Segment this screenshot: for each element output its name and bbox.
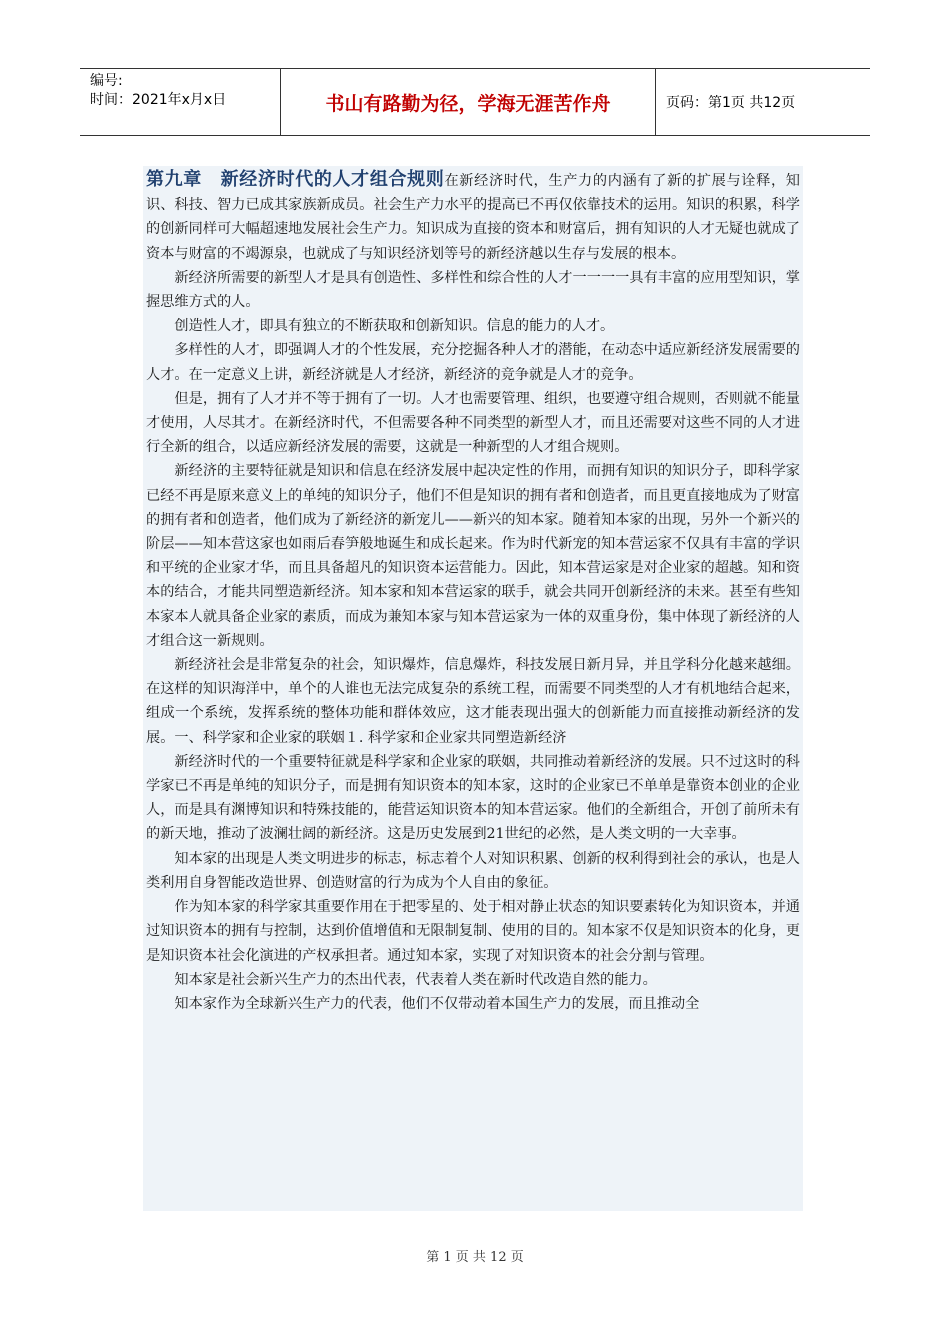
paragraph: 多样性的人才，即强调人才的个性发展，充分挖掘各种人才的潜能，在动态中适应新经济发展需要的人才。在一定意义上讲，新经济就是人才经济，新经济的竞争就是人才的竞争。 bbox=[146, 342, 800, 383]
paragraph: 新经济所需要的新型人才是具有创造性、多样性和综合性的人才一一一一具有丰富的应用型知识，掌握思维方式的人。 bbox=[146, 269, 800, 311]
paragraph: 新经济的主要特征就是知识和信息在经济发展中起决定性的作用，而拥有知识的知识分子，即科学家已经不再是原来意义上的单纯的知识分子，他们不但是知识的拥有者和创造者，而且更直接地成为了财富的拥有者和创造者，他们成为了新经济的新宠儿——新兴的知本家。随着知本家的出现，另外一个新兴的阶层——知本营这家也如雨后春笋般地诞生和成长起来。作为时代新宠的知本营运家不仅具有丰富的学识和平统的企业家才华，而且具备超凡的知识资本运营能力。因此，知本营运家是对企业家的超越。知和资本的结合，才能共同塑造新经济。知本家和知本营运家的联手，就会共同开创新经济的未来。甚至有些知本家本人就具备企业家的素质，而成为兼知本家与知本营运家为一体的双重身份，集中体现了新经济的人才组合这一新规则。 bbox=[146, 463, 800, 649]
paragraph: 知本家作为全球新兴生产力的代表，他们不仅带动着本国生产力的发展，而且推动全 bbox=[174, 995, 700, 1012]
header-motto: 书山有路勤为径，学海无涯苦作舟 bbox=[280, 69, 656, 135]
document-number-label: 编号: bbox=[90, 73, 123, 89]
paragraph: 创造性人才，即具有独立的不断获取和创新知识。信息的能力的人才。 bbox=[174, 318, 615, 335]
header-meta bbox=[80, 69, 280, 135]
paragraph: 新经济时代的一个重要特征就是科学家和企业家的联姻，共同推动着新经济的发展。只不过这时的科学家已不再是单纯的知识分子，而是拥有知识资本的知本家，这时的企业家已不单单是靠资本创业的企业人，而是具有渊博知识和特殊技能的，能营运知识资本的知本营运家。他们的全新组合，开创了前所未有的新天地，推动了波澜壮阔的新经济。这是历史发展到21世纪的必然，是人类文明的一大幸事。 bbox=[146, 753, 800, 843]
document-body bbox=[143, 166, 803, 1211]
paragraph: 新经济社会是非常复杂的社会，知识爆炸，信息爆炸，科技发展日新月异，并且学科分化越来越细。在这样的知识海洋中，单个的人谁也无法完成复杂的系统工程，而需要不同类型的人才有机地结合起来，组成一个系统，发挥系统的整体功能和群体效应，这才能表现出强大的创新能力而直接推动新经济的发展。一、科学家和企业家的联姻１. 科学家和企业家共同塑造新经济 bbox=[146, 657, 800, 746]
page-header bbox=[80, 68, 870, 136]
page-footer: 第 1 页 共 12 页 bbox=[426, 1250, 524, 1265]
paragraph: 作为知本家的科学家其重要作用在于把零星的、处于相对静止状态的知识要素转化为知识资本，并通过知识资本的拥有与控制，达到价值增值和无限制复制、使用的目的。知本家不仅是知识资本的化身，更是知识资本社会化演进的产权承担者。通过知本家，实现了对知识资本的社会分割与管理。 bbox=[146, 899, 800, 964]
document-date: 时间：2021年x月x日 bbox=[90, 92, 227, 108]
paragraph bbox=[146, 168, 800, 266]
paragraph-text: 在新经济时代，生产力的内涵有了新的扩展与诠释，知识、科技、智力已成其家族新成员。社会生产力水平的提高已不再仅依靠技术的运用。知识的积累，科学的创新同样可大幅超速地发展社会生产力。知识成为直接的资本和财富后，拥有知识的人才无疑也就成了资本与财富的不竭源泉，也就成了与知识经济划等号的新经济越以生存与发展的根本。 bbox=[146, 173, 800, 262]
paragraph: 但是，拥有了人才并不等于拥有了一切。人才也需要管理、组织，也要遵守组合规则，否则就不能量才使用，人尽其才。在新经济时代，不但需要各种不同类型的新型人才，而且还需要对这些不同的人才进行全新的组合，以适应新经济发展的需要，这就是一种新型的人才组合规则。 bbox=[146, 390, 800, 456]
paragraph: 知本家是社会新兴生产力的杰出代表，代表着人类在新时代改造自然的能力。 bbox=[174, 971, 657, 988]
chapter-title: 第九章 新经济时代的人才组合规则 bbox=[146, 169, 445, 190]
paragraph: 知本家的出现是人类文明进步的标志，标志着个人对知识积累、创新的权利得到社会的承认，也是人类利用自身智能改造世界、创造财富的行为成为个人自由的象征。 bbox=[146, 850, 800, 891]
header-page-info: 页码：第1页 共12页 bbox=[666, 95, 796, 111]
